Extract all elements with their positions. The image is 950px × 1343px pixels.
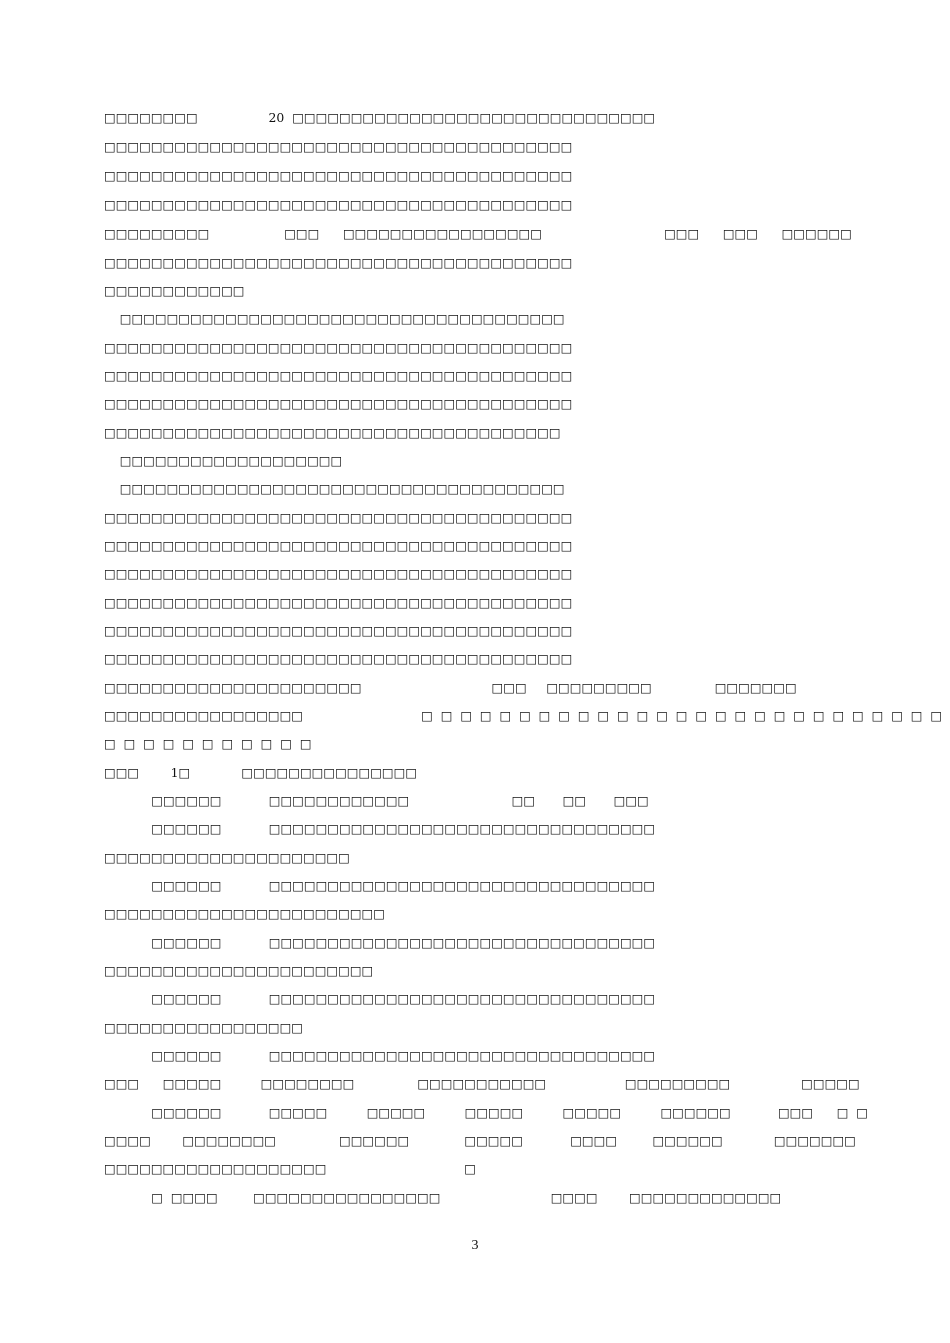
text-line: □□□□□□ □□□□□□□□□□□□□□□□□□□□□□□□□□□□□□□□□ bbox=[104, 821, 656, 836]
text-line: □□□□□□□□□□□□□□□□□□□ □ bbox=[104, 1161, 476, 1176]
text-line: □□□□□□□□□□□□□□□□□□□□□□□□□□□□□□□□□□□□□□□□ bbox=[104, 538, 573, 553]
text-line: □□□□□□□□□□□□□□□□□□□□□□□□□□□□□□□□□□□□□□□□ bbox=[104, 368, 573, 383]
text-line: □□□□□□□□□□□□□□□□□□□□□□□ bbox=[104, 963, 374, 978]
text-line: □□□□□□□□□□□□□□□□□□□□□□□□□□□□□□□□□□□□□□□□ bbox=[104, 595, 573, 610]
text-line: □□□□□□□□□□□□□□□□□□□□□□□□□□□□□□□□□□□□□□□□ bbox=[104, 139, 573, 154]
text-line: □□□□□□□□□□□□□□□□□□□□□□□□ bbox=[104, 906, 385, 921]
text-line: □□□□□□□□□□□□ bbox=[104, 283, 245, 298]
text-line: □□□ 1□ □□□□□□□□□□□□□□□ bbox=[104, 765, 418, 780]
text-line: □□□ □□□□□ □□□□□□□□ □□□□□□□□□□□ □□□□□□□□□ □□□□□ bbox=[104, 1076, 860, 1091]
page-number: 3 bbox=[471, 1238, 479, 1253]
text-line: □□□□□□□□□□□□□□□□□□□□□□□□□□□□□□□□□□□□□□□□ bbox=[104, 396, 573, 411]
text-line: □□□□□□□□□□□□□□□□□□□□□□□□□□□□□□□□□□□□□□□□ bbox=[104, 566, 573, 581]
text-line: □□□□□□□□□□□□□□□□□□□□□□□□□□□□□□□□□□□□□□□□ bbox=[104, 168, 573, 183]
text-line: □□□□□□ □□□□□□□□□□□□□□□□□□□□□□□□□□□□□□□□□ bbox=[104, 1048, 656, 1063]
text-line: □□□□□□ □□□□□□□□□□□□□□□□□□□□□□□□□□□□□□□□□ bbox=[104, 878, 656, 893]
text-line: □□□□□□□□□□□□□□□□□□□□□□□□□□□□□□□□□□□□□□□□ bbox=[104, 197, 573, 212]
text-line: □□□□□□□□□□□□□□□□□□□□□ bbox=[104, 850, 350, 865]
text-line: □□□□□□□□□□□□□□□□□ □ □ □ □ □ □ □ □ □ □ □ □ □ □ □ □ □ □ □ □ □ □ □ □ □ □ □ bbox=[104, 708, 943, 723]
text-line: □□□□□□ □□□□□□□□□□□□□□□□□□□□□□□□□□□□□□□□□ bbox=[104, 935, 656, 950]
text-line: □□□□□□ □□□□□□□□□□□□□□□□□□□□□□□□□□□□□□□□□ bbox=[104, 991, 656, 1006]
text-line: □□□□□□□□□□□□□□□□□□□□□□□□□□□□□□□□□□□□□□□□ bbox=[104, 510, 573, 525]
text-line: □□□□□□□□ 20 □□□□□□□□□□□□□□□□□□□□□□□□□□□□□□□ bbox=[104, 110, 656, 125]
text-line: □□□□□□ □□□□□ □□□□□ □□□□□ □□□□□ □□□□□□ □□□ □ □ bbox=[104, 1105, 869, 1120]
text-line: □□□□□□□□□□□□□□□□□□□□□□□□□□□□□□□□□□□□□□□□ bbox=[104, 651, 573, 666]
text-line: □□□□ □□□□□□□□ □□□□□□ □□□□□ □□□□ □□□□□□ □□□□□□□ bbox=[104, 1133, 856, 1148]
text-line: □□□□□□ □□□□□□□□□□□□ □□ □□ □□□ bbox=[104, 793, 649, 808]
text-line: □□□□□□□□□□□□□□□□□ bbox=[104, 1020, 304, 1035]
text-line: □ □□□□ □□□□□□□□□□□□□□□□ □□□□ □□□□□□□□□□□□□ bbox=[104, 1190, 782, 1205]
text-line: □□□□□□□□□□□□□□□□□□□□□□□□□□□□□□□□□□□□□□□□ bbox=[104, 340, 573, 355]
text-line: □□□□□□□□□□□□□□□□□□□□□□□□□□□□□□□□□□□□□□ bbox=[104, 311, 565, 326]
text-line: □□□□□□□□□□□□□□□□□□□□□□□□□□□□□□□□□□□□□□ bbox=[104, 481, 565, 496]
text-line: □□□□□□□□□□□□□□□□□□□□□□□□□□□□□□□□□□□□□□□ bbox=[104, 425, 561, 440]
text-line: □□□□□□□□□ □□□ □□□□□□□□□□□□□□□□□ □□□ □□□ □□□□□□ bbox=[104, 226, 852, 241]
text-line: □□□□□□□□□□□□□□□□□□□□□□ □□□ □□□□□□□□□ □□□□□□□ bbox=[104, 680, 797, 695]
text-line: □□□□□□□□□□□□□□□□□□□□□□□□□□□□□□□□□□□□□□□□ bbox=[104, 255, 573, 270]
text-line: □□□□□□□□□□□□□□□□□□□□□□□□□□□□□□□□□□□□□□□□ bbox=[104, 623, 573, 638]
text-line: □ □ □ □ □ □ □ □ □ □ □ bbox=[104, 736, 312, 751]
text-line: □□□□□□□□□□□□□□□□□□□ bbox=[104, 453, 343, 468]
